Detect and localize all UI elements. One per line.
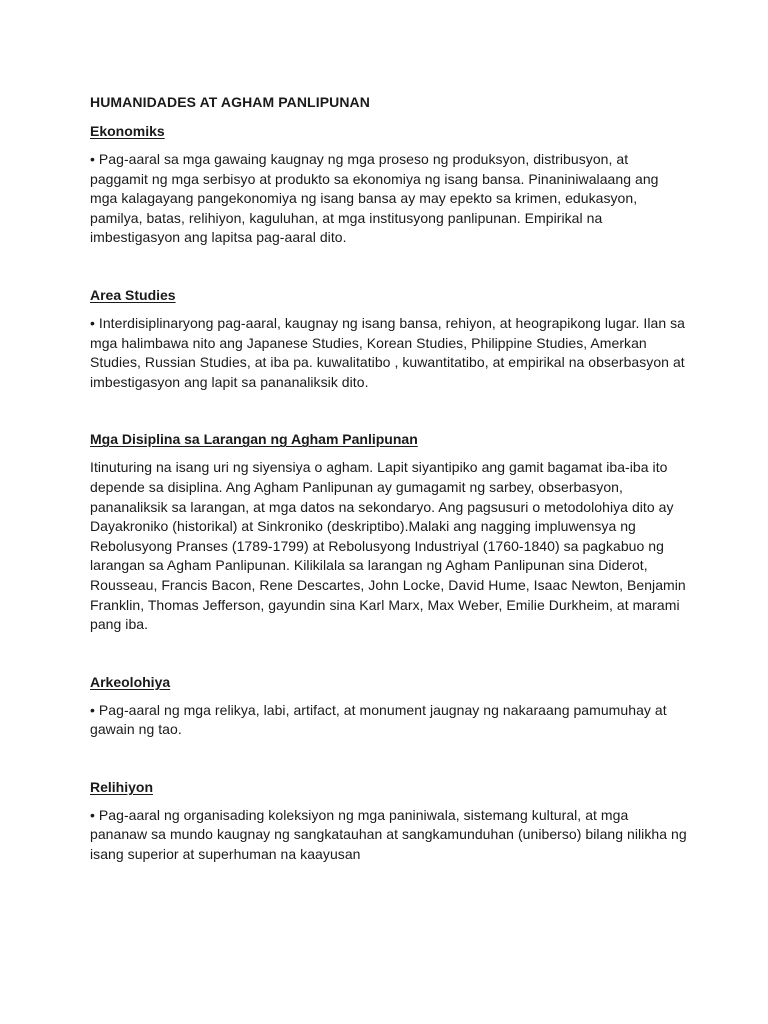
section-relihiyon	[90, 777, 688, 865]
section-heading: Relihiyon	[90, 778, 154, 795]
section-body: • Pag-aaral sa mga gawaing kaugnay ng mga proseso ng produksyon, distribusyon, at paggamit ng mga serbisyo at produkto sa ekonomiya ng isang bansa. Pinaniniwalaang ang mga kalagayang pangekonomiya ng isang bansa ay may epekto sa krimen, edukasyon, pamilya, batas, relihiyon, kaguluhan, at mga institusyong panlipunan. Empirikal na imbestigasyon ang lapitsa pag-aaral dito.	[90, 151, 659, 246]
spacer	[90, 392, 688, 429]
section-heading: Ekonomiks	[90, 123, 165, 139]
section-body: • Pag-aaral ng organisading koleksiyon ng mga paniniwala, sistemang kultural, at mga pananaw sa mundo kaugnay ng sangkatauhan at sangkamunduhan (uniberso) bilang nilikha ng isang superior at superhuman na kaayusan	[90, 806, 687, 863]
spacer	[90, 635, 688, 672]
section-ekonomiks	[90, 121, 688, 248]
section-area-studies	[90, 285, 688, 392]
section-arkeolohiya	[90, 672, 688, 740]
section-body: Itinuturing na isang uri ng siyensiya o agham. Lapit siyantipiko ang gamit bagamat iba-iba ito depende sa disiplina. Ang Agham Panlipunan ay gumagamit ng sarbey, obserbasyon, pananaliksik sa larangan, at mga datos na sekondaryo. Ang pagsusuri o metodolohiya dito ay Dayakroniko (historikal) at Sinkroniko (deskriptibo).Malaki ang nagging impluwensya ng Rebolusyong Pranses (1789-1799) at Rebolusyong Industriyal (1760-1840) sa pagkabuo ng larangan sa Agham Panlipunan. Kilikilala sa larangan ng Agham Panlipunan sina Diderot, Rousseau, Francis Bacon, Rene Descartes, John Locke, David Hume, Isaac Newton, Benjamin Franklin, Thomas Jefferson, gayundin sina Karl Marx, Max Weber, Emilie Durkheim, at marami pang iba.	[90, 459, 686, 633]
section-heading: Arkeolohiya	[90, 673, 171, 690]
spacer	[90, 248, 688, 285]
section-body: • Interdisiplinaryong pag-aaral, kaugnay ng isang bansa, rehiyon, at heograpikong lugar. Ilan sa mga halimbawa nito ang Japanese Studies, Korean Studies, Philippine Studies, Amerkan Studies, Russian Studies, at iba pa. kuwalitatibo , kuwantitatibo, at empirikal na obserbasyon at imbestigasyon ang lapit sa pananaliksik dito.	[90, 314, 685, 390]
spacer	[90, 740, 688, 777]
section-body: • Pag-aaral ng mga relikya, labi, artifact, at monument jaugnay ng nakaraang pamumuhay at gawain ng tao.	[90, 701, 667, 738]
section-heading: Mga Disiplina sa Larangan ng Agham Panlipunan	[90, 431, 418, 448]
section-mga-disiplina	[90, 429, 688, 634]
document-title: HUMANIDADES AT AGHAM PANLIPUNAN	[90, 94, 370, 110]
section-heading: Area Studies	[90, 286, 176, 303]
